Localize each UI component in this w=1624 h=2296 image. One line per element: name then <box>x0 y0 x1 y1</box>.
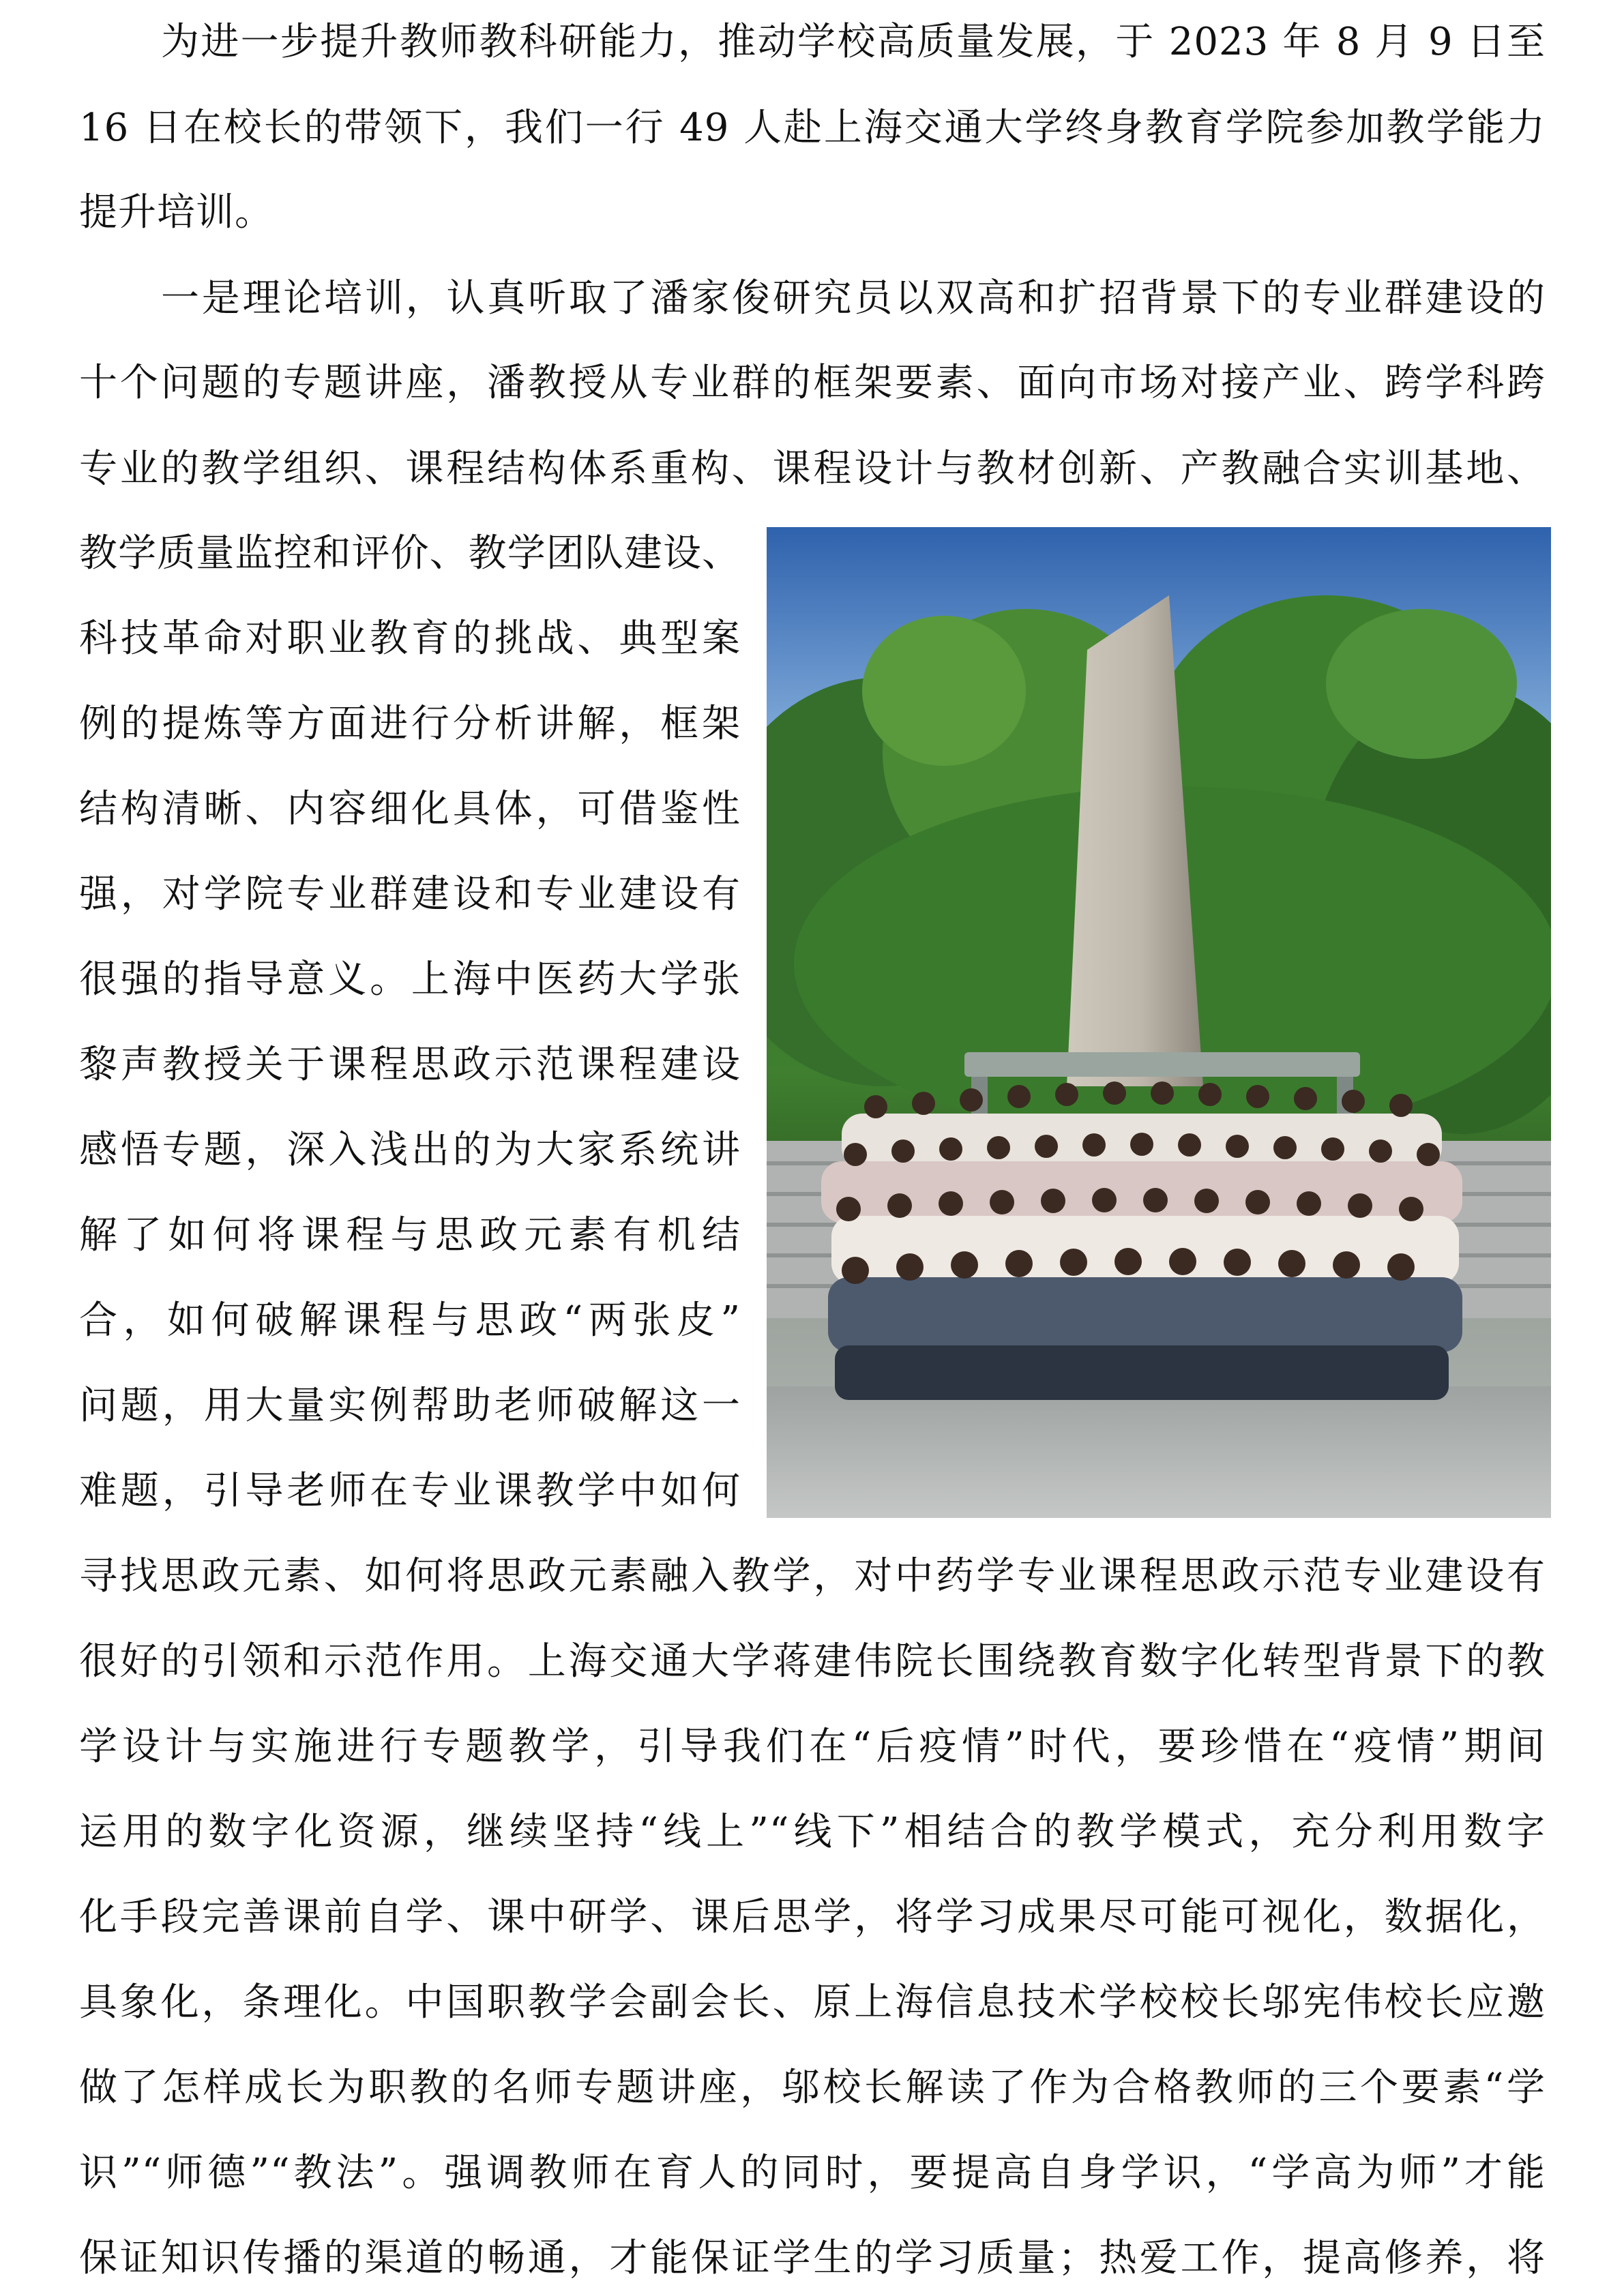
text-line: 合，如何破解课程与思政“两张皮” <box>79 1298 741 1343</box>
text-line: 具象化，条理化。中国职教学会副会长、原上海信息技术学校校长邬宪伟校长应邀 <box>79 1980 1546 2025</box>
text-line: 运用的数字化资源，继续坚持“线上”“线下”相结合的教学模式，充分利用数字 <box>79 1810 1546 1854</box>
text-line: 16 日在校长的带领下，我们一行 49 人赴上海交通大学终身教育学院参加教学能力 <box>79 106 1546 150</box>
text-line: 化手段完善课前自学、课中研学、课后思学，将学习成果尽可能可视化，数据化， <box>79 1895 1546 1939</box>
text-line: 难题，引导老师在专业课教学中如何 <box>79 1469 741 1513</box>
text-line: 很强的指导意义。上海中医药大学张 <box>79 957 741 1002</box>
text-line: 感悟专题，深入浅出的为大家系统讲 <box>79 1128 741 1172</box>
text-line: 做了怎样成长为职教的名师专题讲座，邬校长解读了作为合格教师的三个要素“学 <box>79 2066 1546 2110</box>
text-line: 强，对学院专业群建设和专业建设有 <box>79 872 741 916</box>
text-line: 识”“师德”“教法”。强调教师在育人的同时，要提高自身学识，“学高为师”才能 <box>79 2151 1546 2195</box>
text-line: 黎声教授关于课程思政示范课程建设 <box>79 1043 741 1087</box>
text-line: 问题，用大量实例帮助老师破解这一 <box>79 1384 741 1428</box>
text-line: 专业的教学组织、课程结构体系重构、课程设计与教材创新、产教融合实训基地、 <box>79 447 1546 491</box>
group-photo-illustration <box>767 527 1551 1518</box>
group-photo <box>767 527 1551 1518</box>
text-line: 例的提炼等方面进行分析讲解，框架 <box>79 702 741 746</box>
text-line: 解了如何将课程与思政元素有机结 <box>79 1213 741 1257</box>
text-line: 寻找思政元素、如何将思政元素融入教学，对中药学专业课程思政示范专业建设有 <box>79 1554 1546 1598</box>
text-line: 教学质量监控和评价、教学团队建设、 <box>79 531 741 576</box>
text-line: 保证知识传播的渠道的畅通，才能保证学生的学习质量；热爱工作，提高修养，将 <box>79 2236 1546 2280</box>
text-line: 提升培训。 <box>79 190 274 235</box>
text-line: 为进一步提升教师教科研能力，推动学校高质量发展，于 2023 年 8 月 9 日至 <box>161 20 1546 64</box>
text-line: 学设计与实施进行专题教学，引导我们在“后疫情”时代，要珍惜在“疫情”期间 <box>79 1725 1546 1769</box>
text-line: 结构清晰、内容细化具体，可借鉴性 <box>79 787 741 831</box>
text-line: 一是理论培训，认真听取了潘家俊研究员以双高和扩招背景下的专业群建设的 <box>161 276 1546 320</box>
text-line: 很好的引领和示范作用。上海交通大学蒋建伟院长围绕教育数字化转型背景下的教 <box>79 1639 1546 1684</box>
text-line: 十个问题的专题讲座，潘教授从专业群的框架要素、面向市场对接产业、跨学科跨 <box>79 361 1546 405</box>
text-line: 科技革命对职业教育的挑战、典型案 <box>79 616 741 661</box>
